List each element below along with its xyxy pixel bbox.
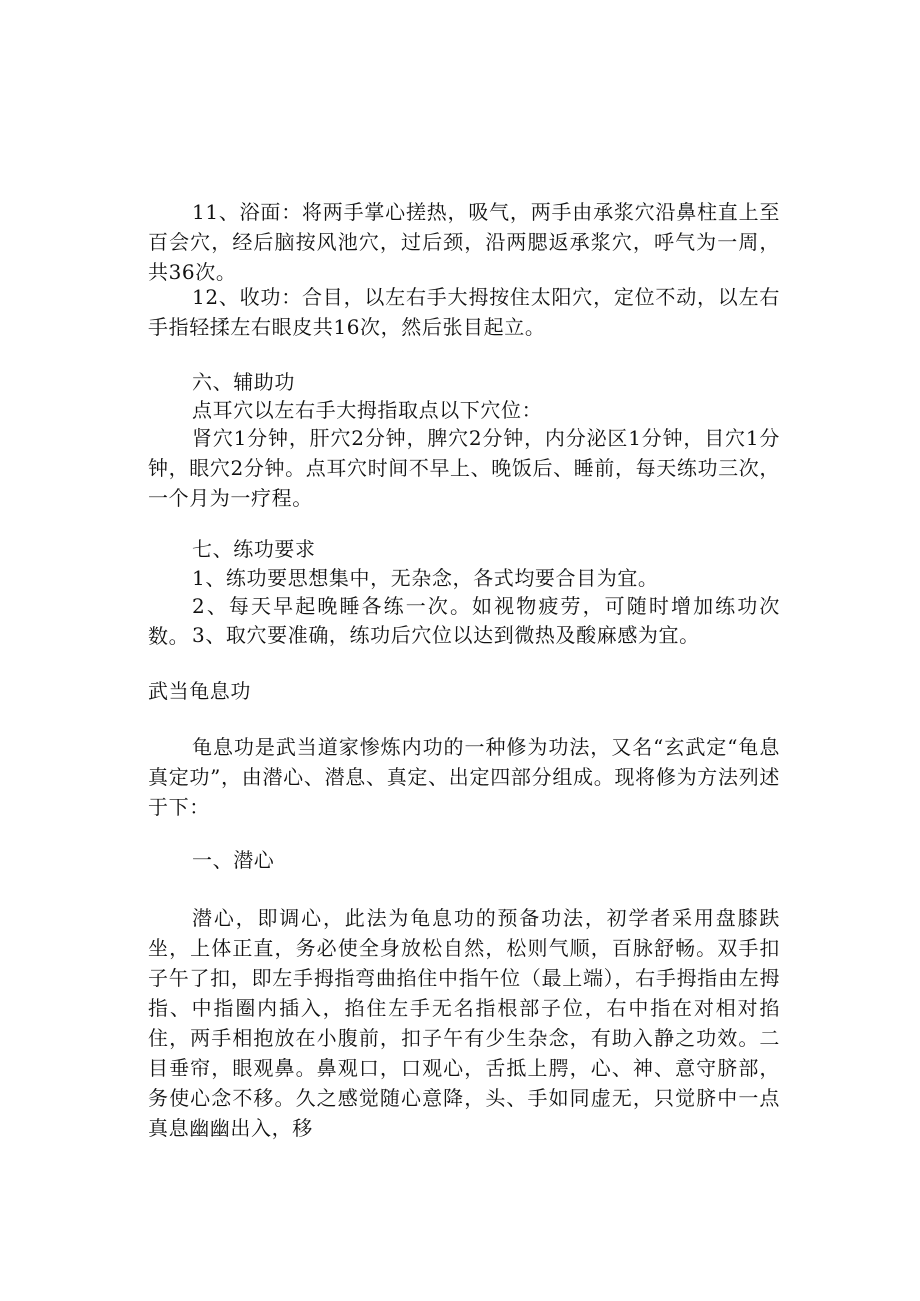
requirement-2: 2、每天早起晚睡各练一次。如视物疲劳，可随时增加练功次数。 [148,594,780,648]
requirement-3: 3、取穴要准确，练功后穴位以达到微热及酸麻感为宜。 [192,623,700,647]
article-intro: 龟息功是武当道家惨炼内功的一种修为功法，又名“玄武定“龟息真定功”，由潜心、潜息、真定、出定四部分组成。现将修为方法列述于下： [148,735,780,819]
article-title: 武当龟息功 [148,679,251,703]
requirement-1: 1、练功要思想集中，无杂念，各式均要合目为宜。 [192,566,659,590]
section-6-heading: 六、辅助功 [192,370,295,394]
section-7-heading: 七、练功要求 [192,537,316,561]
section-6-line-2: 肾穴1分钟，肝穴2分钟，脾穴2分钟，内分泌区1分钟，目穴1分钟，眼穴2分钟。点耳穴时间不早上、晚饭后、睡前，每天练功三次，一个月为一疗程。 [148,426,780,510]
item-11-bath-face: 11、浴面：将两手掌心搓热，吸气，两手由承浆穴沿鼻柱直上至百会穴，经后脑按风池穴，过后颈，沿两腮返承浆穴，呼气为一周，共36次。 [148,200,780,284]
section-6-line-1: 点耳穴以左右手大拇指取点以下穴位： [192,398,543,422]
subsection-1-heading: 一、潜心 [192,848,275,872]
item-12-closing: 12、收功：合目，以左右手大拇按住太阳穴，定位不动，以左右手指轻揉左右眼皮共16次，然后张目起立。 [148,285,780,339]
subsection-1-text: 潜心，即调心，此法为龟息功的预备功法，初学者采用盘膝趺坐，上体正直，务必使全身放松自然，松则气顺，百脉舒畅。双手扣子午了扣，即左手拇指弯曲掐住中指午位（最上端），右手拇指由左拇指、中指圈内插入，掐住左手无名指根部子位，右中指在对相对掐住，两手相抱放在小腹前，扣子午有少生杂念，有助入静之功效。二目垂帘，眼观鼻。鼻观口，口观心，舌抵上腭，心、神、意守脐部，务使心念不移。久之感觉随心意降，头、手如同虚无，只觉脐中一点真息幽幽出入，移 [148,906,780,1140]
